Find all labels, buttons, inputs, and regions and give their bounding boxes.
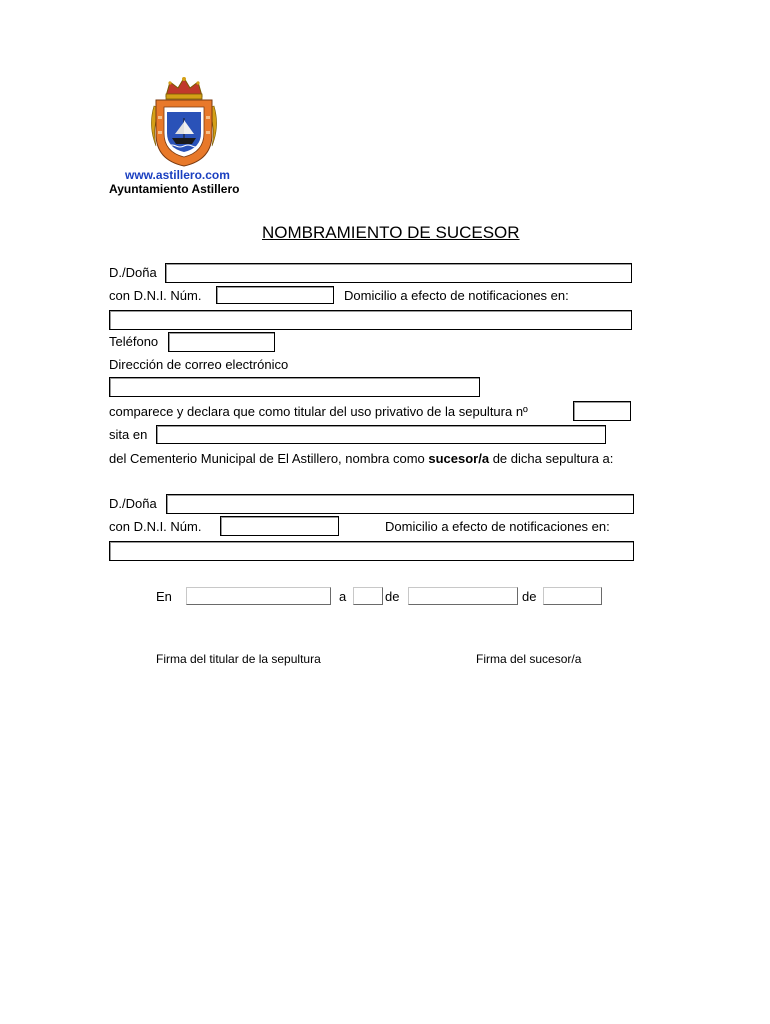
date-a-label: a <box>339 589 347 604</box>
date-place-field[interactable] <box>186 587 331 605</box>
phone-field[interactable] <box>168 332 275 352</box>
dni-label-2: con D.N.I. Núm. <box>109 519 202 534</box>
date-year-field[interactable] <box>543 587 602 605</box>
name-field-2[interactable] <box>166 494 634 514</box>
dni-label-1: con D.N.I. Núm. <box>109 288 202 303</box>
date-de-label-2: de <box>522 589 537 604</box>
website-link[interactable]: www.astillero.com <box>125 168 230 182</box>
dni-field-2[interactable] <box>220 516 339 536</box>
name-label-1: D./Doña <box>109 265 157 280</box>
address-label-1: Domicilio a efecto de notificaciones en: <box>344 288 569 303</box>
date-month-field[interactable] <box>408 587 518 605</box>
page-title: NOMBRAMIENTO DE SUCESOR <box>262 223 520 242</box>
address-label-2: Domicilio a efecto de notificaciones en: <box>385 519 610 534</box>
date-en-label: En <box>156 589 172 604</box>
name-field-1[interactable] <box>165 263 632 283</box>
phone-label: Teléfono <box>109 334 159 349</box>
name-label-2: D./Doña <box>109 496 157 511</box>
cemetery-text-before: del Cementerio Municipal de El Astillero, nombra como <box>109 451 429 466</box>
dni-field-1[interactable] <box>216 286 334 304</box>
email-field[interactable] <box>109 377 480 397</box>
cemetery-statement <box>109 451 613 467</box>
email-label: Dirección de correo electrónico <box>109 357 289 372</box>
successor-bold-text: sucesor/a <box>428 451 490 466</box>
location-field[interactable] <box>156 425 606 444</box>
organization-name: Ayuntamiento Astillero <box>109 182 240 196</box>
date-day-field[interactable] <box>353 587 383 605</box>
holder-signature-label: Firma del titular de la sepultura <box>156 652 321 666</box>
cemetery-text-after: de dicha sepultura a: <box>489 451 614 466</box>
date-de-label-1: de <box>385 589 400 604</box>
coat-of-arms-emblem <box>148 76 220 168</box>
declaration-text: comparece y declara que como titular del uso privativo de la sepultura nº <box>109 404 528 419</box>
address-field-1[interactable] <box>109 310 632 330</box>
grave-number-field[interactable] <box>573 401 631 421</box>
location-label: sita en <box>109 427 148 442</box>
successor-signature-label: Firma del sucesor/a <box>476 652 582 666</box>
address-field-2[interactable] <box>109 541 634 561</box>
